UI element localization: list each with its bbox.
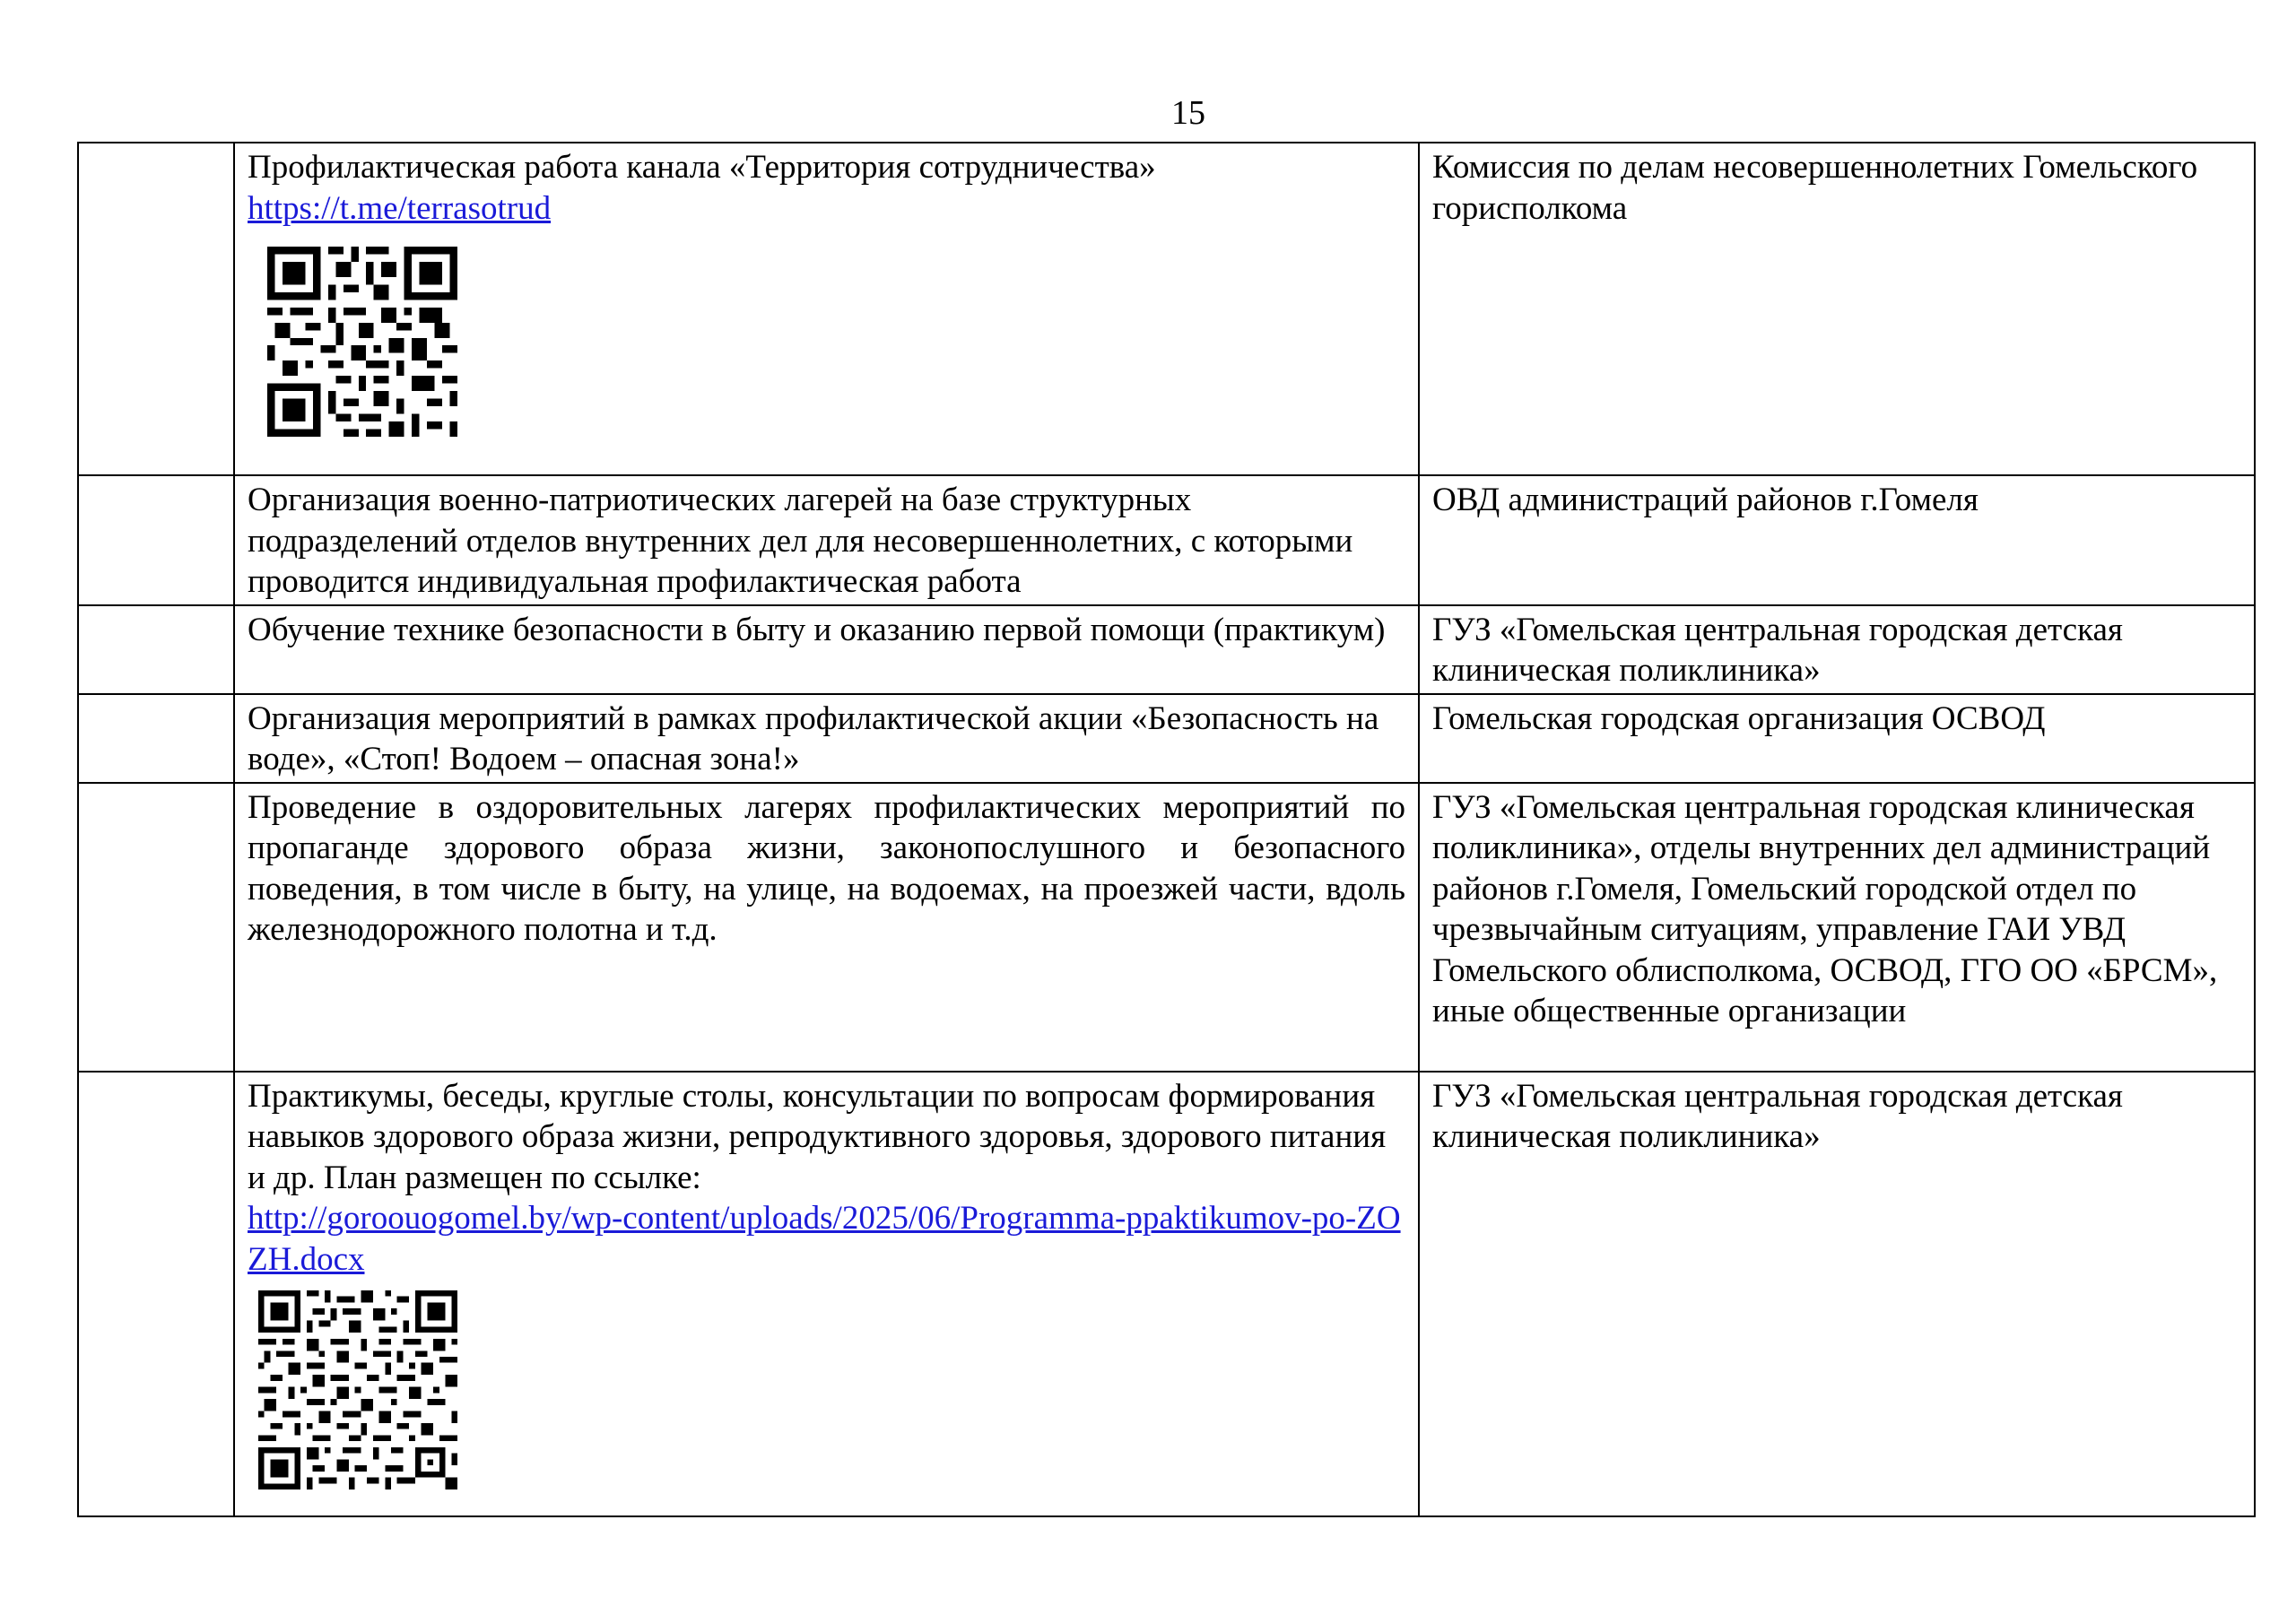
- responsible-cell: [1419, 694, 2255, 783]
- responsible-text: ОВД администраций районов г.Гомеля: [1432, 482, 1979, 518]
- activity-text: Проведение в оздоровительных лагерях профилактических мероприятий по пропаганде здорового образа жизни, законопослушного и безопасного поведения, в том числе в быту, на улице, на водоемах, на проезжей части, вдоль железнодорожного полотна и т.д.: [248, 788, 1405, 948]
- activity-cell: [234, 783, 1419, 1072]
- empty-cell: [78, 694, 234, 783]
- activity-text: Обучение технике безопасности в быту и оказанию первой помощи (практикум): [248, 611, 1386, 648]
- empty-cell: [78, 1072, 234, 1516]
- responsible-text: ГУЗ «Гомельская центральная городская клиническая поликлиника», отделы внутренних дел администраций районов г.Гомеля, Гомельский городской отдел по чрезвычайным ситуациям, управление ГАИ УВД Гомельского облисполкома, ОСВОД, ГГО ОО «БРСМ», иные общественные организации: [1432, 788, 2218, 1029]
- responsible-text: Гомельская городская организация ОСВОД: [1432, 699, 2046, 737]
- responsible-cell: [1419, 1072, 2255, 1516]
- responsible-cell: [1419, 143, 2255, 475]
- qr-code-icon: [258, 1290, 457, 1489]
- responsible-text: Комиссия по делам несовершеннолетних Гомельского горисполкома: [1432, 149, 2198, 227]
- responsible-cell: [1419, 783, 2255, 1072]
- table-row: [78, 694, 2255, 783]
- responsible-text: ГУЗ «Гомельская центральная городская детская клиническая поликлиника»: [1432, 611, 2123, 689]
- activity-cell: [234, 143, 1419, 475]
- table-row: [78, 605, 2255, 694]
- empty-cell: [78, 475, 234, 605]
- qr-code-icon: [267, 247, 457, 437]
- table-row: [78, 143, 2255, 475]
- responsible-text: ГУЗ «Гомельская центральная городская детская клиническая поликлиника»: [1432, 1077, 2123, 1155]
- activity-text: Организация мероприятий в рамках профилактической акции «Безопасность на воде», «Стоп! Водоем – опасная зона!»: [248, 699, 1379, 777]
- activity-cell: [234, 1072, 1419, 1516]
- empty-cell: [78, 143, 234, 475]
- telegram-link[interactable]: https://t.me/terrasotrud: [248, 189, 552, 227]
- activity-text: Профилактическая работа канала «Территория сотрудничества»: [248, 149, 1156, 186]
- table-row: [78, 475, 2255, 605]
- responsible-cell: [1419, 605, 2255, 694]
- activity-cell: [234, 694, 1419, 783]
- activity-text: Практикумы, беседы, круглые столы, консультации по вопросам формирования навыков здорового образа жизни, репродуктивного здоровья, здорового питания и др. План размещен по ссылке:: [248, 1077, 1387, 1196]
- activity-cell: [234, 605, 1419, 694]
- empty-cell: [78, 783, 234, 1072]
- activity-text: Организация военно-патриотических лагерей на базе структурных подразделений отделов внутренних дел для несовершеннолетних, с которыми проводится индивидуальная профилактическая работа: [248, 482, 1353, 600]
- empty-cell: [78, 605, 234, 694]
- activity-cell: [234, 475, 1419, 605]
- table-row: [78, 1072, 2255, 1516]
- activities-table: [77, 142, 2256, 1517]
- plan-link[interactable]: http://goroouogomel.by/wp-content/uploads/2025/06/Programma-ppaktikumov-po-ZOZH.docx: [248, 1200, 1401, 1278]
- page-number: 15: [1171, 94, 1205, 132]
- table-row: [78, 783, 2255, 1072]
- responsible-cell: [1419, 475, 2255, 605]
